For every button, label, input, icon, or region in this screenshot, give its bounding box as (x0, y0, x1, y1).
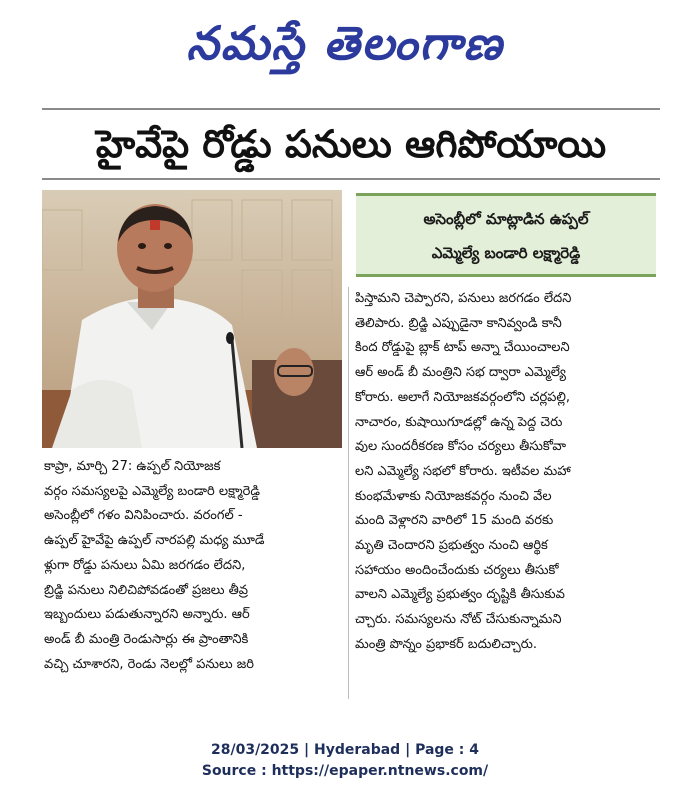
pull-quote-line: అసెంబ్లీలో మాట్లాడిన ఉప్పల్ (423, 210, 589, 228)
article-line: వర్గం సమస్యలపై ఎమ్మెల్యే బండారి లక్ష్మారెడ్డి (44, 483, 261, 499)
masthead (0, 8, 690, 78)
article-line: నాచారం, కుషాయిగూడల్లో ఉన్న పెద్ద చెరు (355, 414, 563, 430)
headline-bottom-rule (42, 178, 660, 180)
article-line: అండ్ బీ మంత్రి రెండుసార్లు ఈ ప్రాంతానికి (44, 631, 249, 647)
headline: హైవేపై రోడ్డు పనులు ఆగిపోయాయి (95, 122, 607, 166)
article-line: కోరారు. అలాగే నియోజకవర్గంలోని చర్లపల్లి, (355, 389, 571, 405)
speaker-photo-illustration (42, 190, 342, 448)
column-divider (348, 287, 349, 699)
article-line: పిస్తామని చెప్పారని, పనులు జరగడం లేదని (355, 291, 572, 306)
article-line: మంత్రి పొన్నం ప్రభాకర్ బదులిచ్చారు. (355, 636, 538, 652)
source-link[interactable]: Source : https://epaper.ntnews.com/ (201, 763, 489, 779)
headline-top-rule (42, 108, 660, 110)
article-line: ఆర్ అండ్ బీ మంత్రిని సభ ద్వారా ఎమ్మెల్యే (355, 365, 566, 381)
edition-info: 28/03/2025 | Hyderabad | Page : 4 (210, 742, 480, 758)
article-line: కాప్రా, మార్చి 27: ఉప్పల్ నియోజక (44, 459, 221, 474)
article-line: సహాయం అందించేందుకు చర్యలు తీసుకో (355, 562, 559, 578)
pull-quote-line: ఎమ్మెల్యే బండారి లక్ష్మారెడ్డి (431, 244, 581, 262)
article-line: కింద రోడ్డుపై బ్లాక్ టాప్ అన్నా చేయించాలని (355, 340, 570, 356)
article-column-left (44, 455, 342, 677)
article-line: వుల సుందరీకరణ కోసం చర్యలు తీసుకోవా (355, 439, 567, 455)
page-footer (0, 740, 690, 782)
article-line: బ్రిడ్జి పనులు నిలిచిపోవడంతో ప్రజలు తీవ్ర (44, 582, 249, 598)
article-line: కుంభమేళాకు నియోజకవర్గం నుంచి వేల (355, 488, 552, 504)
article-line: ఉప్పల్ హైవేపై ఉప్పల్ నారపల్లి మధ్య మూడే (44, 533, 265, 549)
newspaper-logo: నమస్తే తెలంగాణ (186, 16, 504, 70)
article-line: అసెంబ్లీలో గళం వినిపించారు. వరంగల్ - (44, 508, 243, 524)
article-line: మృతి చెందారని ప్రభుత్వం నుంచి ఆర్థిక (355, 538, 548, 554)
article-column-right (355, 287, 657, 658)
article-line: వాలని ఎమ్మెల్యే ప్రభుత్వం దృష్టికి తీసుకువ (355, 587, 565, 603)
article-line: మంది వెళ్లారని వారిలో 15 మంది వరకు (355, 513, 554, 529)
article-line: తెలిపారు. బ్రిడ్జి ఎప్పుడైనా కానివ్వండి కానీ (355, 315, 562, 331)
article-photo (42, 190, 342, 448)
article-line: లని ఎమ్మెల్యే సభలో కోరారు. ఇటీవల మహా (355, 463, 571, 479)
article-line: ఇబ్బందులు పడుతున్నారని అన్నారు. ఆర్ (44, 607, 250, 623)
article-line: వచ్చి చూశారని, రెండు నెలల్లో పనులు జరి (44, 656, 255, 672)
article-line: చ్చారు. సమస్యలను నోట్ చేసుకున్నామని (355, 612, 562, 628)
article-line: ళ్లుగా రోడ్డు పనులు ఏమి జరగడం లేదని, (44, 557, 246, 573)
pull-quote (356, 193, 656, 277)
